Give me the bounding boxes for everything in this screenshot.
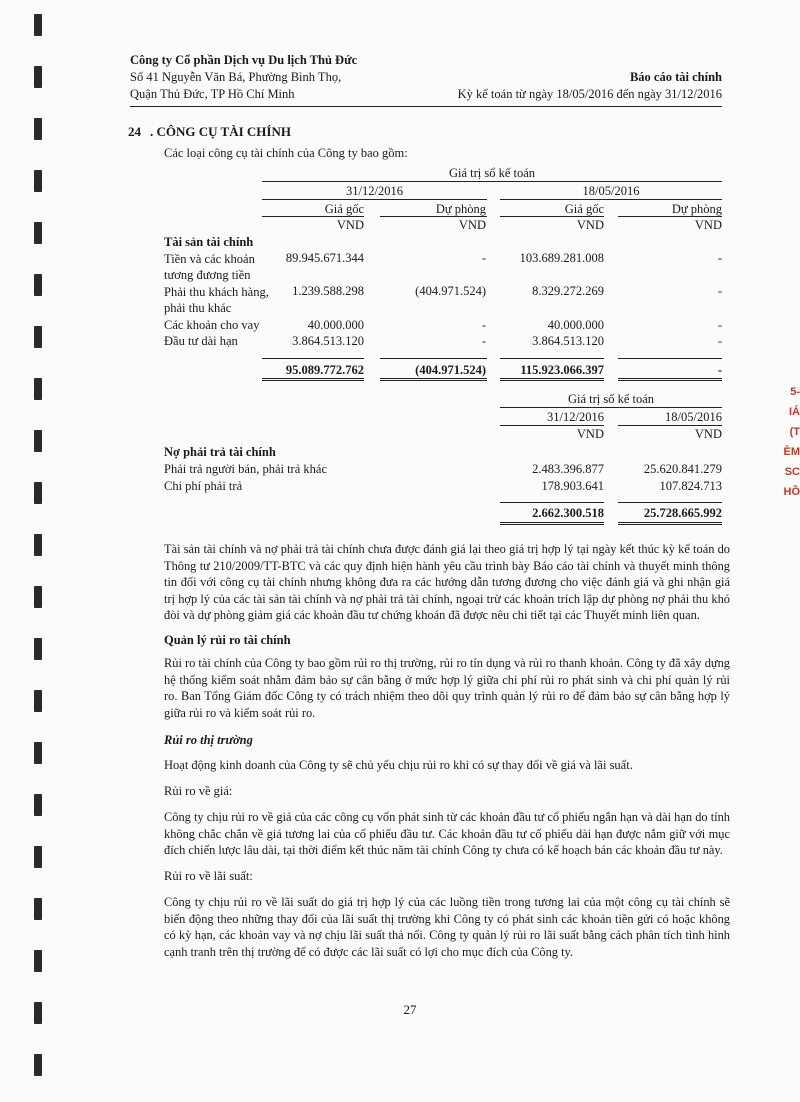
- rule: [618, 216, 722, 217]
- company-name: Công ty Cổ phần Dịch vụ Du lịch Thủ Đức: [130, 53, 358, 67]
- binding-strip: [0, 0, 30, 1102]
- section-number: 24: [128, 124, 141, 139]
- assets-group-header: Giá trị sổ kế toán: [448, 166, 536, 180]
- currency-label: VND: [576, 218, 604, 232]
- binding-hole: [34, 742, 42, 764]
- assets-section-label: Tài sản tài chính: [164, 235, 254, 249]
- asset-provision-2: -: [717, 318, 722, 332]
- paragraph-fair-value: Tài sản tài chính và nợ phải trả tài chính chưa được đánh giá lại theo giá trị hợp lý tại ngày kết thúc kỳ kế toán do Thông tư 210/2009/TT-BTC và các quy định hiện hành yêu cầu trình bày Báo cáo tài chính và thuyết minh thông tin đối với công cụ tài chính nhưng không đưa ra các hướng dẫn tương đương cho việc đánh giá và ghi nhận giá trị hợp lý của các tài sản tài chính và nợ phải trả tài chính, ngoại trừ các khoản trích lập dự phòng nợ phải thu khó đòi và dự phòng giảm giá các khoản đầu tư chứng khoán đã được nêu chi tiết tại các Thuyết minh liên quan.: [164, 542, 730, 622]
- heading-price-risk: Rủi ro về giá:: [164, 784, 233, 798]
- section-title: . CÔNG CỤ TÀI CHÍNH: [150, 124, 291, 139]
- binding-hole: [34, 1054, 42, 1076]
- paragraph-price-risk: Công ty chịu rủi ro về giá của các công cụ vốn phát sinh từ các khoản đầu tư cổ phiếu ngắn hạn và dài hạn do tính không chắc chắn về giá tương lai của cổ phiếu đầu tư. Các khoản đầu tư cổ phiếu dài hạn được nắm giữ với mục đích chiến lược lâu dài, tại thời điểm kết thúc năm tài chính Công ty chưa có kế hoạch bán các khoản đầu tư này.: [164, 810, 730, 857]
- asset-provision-2: -: [717, 251, 722, 265]
- binding-hole: [34, 1002, 42, 1024]
- rule: [500, 502, 604, 503]
- assets-period-2: 18/05/2016: [582, 184, 640, 198]
- rule: [380, 216, 487, 217]
- asset-total-cost-1: 95.089.772.762: [285, 363, 364, 377]
- liabilities-period-2: 18/05/2016: [665, 410, 722, 424]
- currency-label: VND: [336, 218, 364, 232]
- asset-cost-1: 40.000.000: [307, 318, 364, 332]
- rule: [380, 358, 487, 359]
- col-provision-2: Dự phòng: [671, 202, 722, 216]
- asset-cost-1: 89.945.671.344: [285, 251, 364, 265]
- rule: [500, 425, 604, 426]
- page-number: 27: [403, 1002, 417, 1017]
- asset-provision-1: -: [481, 318, 486, 332]
- double-rule: [380, 378, 487, 381]
- asset-total-provision-2: -: [717, 363, 722, 377]
- asset-cost-1: 1.239.588.298: [292, 284, 364, 298]
- rule: [262, 358, 364, 359]
- double-rule: [500, 378, 604, 381]
- double-rule: [618, 378, 722, 381]
- liabilities-period-1: 31/12/2016: [547, 410, 604, 424]
- paragraph-interest-risk: Công ty chịu rủi ro về lãi suất do giá trị hợp lý của các luồng tiền trong tương lai của một công cụ tài chính sẽ biến động theo những thay đổi của lãi suất thị trường khi Công ty có phát sinh các khoản tiền gửi có hoặc không có kỳ hạn, các khoản vay và nợ chịu lãi suất thả nổi. Công ty quản lý rủi ro lãi suất bằng cách phân tích tình hình cạnh tranh trên thị trường để có được các lãi suất có lợi cho mục đích của Công ty.: [164, 895, 730, 959]
- asset-provision-1: -: [481, 251, 486, 265]
- double-rule: [500, 522, 604, 525]
- rule: [500, 358, 604, 359]
- binding-hole: [34, 638, 42, 660]
- rule: [500, 216, 604, 217]
- section-intro: Các loại công cụ tài chính của Công ty bao gồm:: [164, 146, 408, 160]
- binding-hole: [34, 118, 42, 140]
- asset-cost-2: 3.864.513.120: [532, 334, 604, 348]
- currency-label: VND: [576, 427, 604, 441]
- binding-hole: [34, 950, 42, 972]
- header-rule: [130, 106, 722, 107]
- report-period: Kỳ kế toán từ ngày 18/05/2016 đến ngày 31/12/2016: [457, 87, 722, 101]
- binding-hole: [34, 898, 42, 920]
- binding-hole: [34, 326, 42, 348]
- liability-value-1: 2.483.396.877: [532, 462, 604, 476]
- currency-label: VND: [694, 427, 722, 441]
- rule: [618, 358, 722, 359]
- liability-value-1: 178.903.641: [541, 479, 604, 493]
- heading-financial-risk: Quản lý rủi ro tài chính: [164, 633, 291, 647]
- binding-hole: [34, 690, 42, 712]
- rule: [262, 216, 364, 217]
- binding-hole: [34, 66, 42, 88]
- binding-hole: [34, 534, 42, 556]
- liability-value-2: 25.620.841.279: [643, 462, 722, 476]
- company-address-line2: Quận Thủ Đức, TP Hồ Chí Minh: [130, 87, 295, 101]
- asset-cost-1: 3.864.513.120: [292, 334, 364, 348]
- asset-provision-2: -: [717, 334, 722, 348]
- liability-row-label: Phải trả người bán, phải trả khác: [164, 462, 327, 476]
- rule: [500, 407, 722, 408]
- heading-interest-risk: Rủi ro về lãi suất:: [164, 869, 253, 883]
- col-cost-1: Giá gốc: [324, 202, 364, 216]
- binding-hole: [34, 430, 42, 452]
- liability-total-1: 2.662.300.518: [532, 506, 604, 520]
- asset-cost-2: 40.000.000: [547, 318, 604, 332]
- asset-provision-2: -: [717, 284, 722, 298]
- asset-provision-1: -: [481, 334, 486, 348]
- binding-hole: [34, 794, 42, 816]
- col-cost-2: Giá gốc: [564, 202, 604, 216]
- currency-label: VND: [694, 218, 722, 232]
- double-rule: [618, 522, 722, 525]
- asset-provision-1: (404.971.524): [415, 284, 486, 298]
- rule: [618, 502, 722, 503]
- binding-hole: [34, 482, 42, 504]
- rule: [262, 181, 722, 182]
- binding-hole: [34, 274, 42, 296]
- liability-row-label: Chi phí phải trả: [164, 479, 243, 493]
- asset-row-label: Các khoản cho vay: [164, 318, 260, 332]
- asset-row-label: Đầu tư dài hạn: [164, 334, 238, 348]
- company-address-line1: Số 41 Nguyễn Văn Bá, Phường Bình Thọ,: [130, 70, 342, 84]
- asset-total-provision-1: (404.971.524): [415, 363, 486, 377]
- liabilities-group-header: Giá trị sổ kế toán: [567, 392, 655, 406]
- company-stamp-fragment: 5- IÁ (T ÈM SC HỒ: [783, 386, 800, 498]
- binding-hole: [34, 846, 42, 868]
- binding-hole: [34, 170, 42, 192]
- binding-hole: [34, 378, 42, 400]
- binding-hole: [34, 222, 42, 244]
- report-title: Báo cáo tài chính: [629, 70, 722, 84]
- binding-hole: [34, 586, 42, 608]
- asset-row-label: Phải thu khách hàng, phải thu khác: [164, 285, 269, 315]
- asset-total-cost-2: 115.923.066.397: [520, 363, 604, 377]
- assets-period-1: 31/12/2016: [346, 184, 403, 198]
- heading-market-risk: Rủi ro thị trường: [164, 733, 253, 747]
- currency-label: VND: [458, 218, 486, 232]
- rule: [500, 199, 722, 200]
- liability-total-2: 25.728.665.992: [643, 506, 722, 520]
- paragraph-market-risk: Hoạt động kinh doanh của Công ty sẽ chủ yếu chịu rủi ro khi có sự thay đổi về giá và lãi suất.: [164, 758, 633, 772]
- liability-value-2: 107.824.713: [659, 479, 722, 493]
- col-provision-1: Dự phòng: [435, 202, 486, 216]
- asset-cost-2: 103.689.281.008: [519, 251, 604, 265]
- liabilities-section-label: Nợ phải trả tài chính: [164, 445, 276, 459]
- double-rule: [262, 378, 364, 381]
- binding-hole: [34, 14, 42, 36]
- asset-row-label: Tiền và các khoản tương đương tiền: [164, 252, 255, 282]
- rule: [262, 199, 487, 200]
- rule: [618, 425, 722, 426]
- asset-cost-2: 8.329.272.269: [532, 284, 604, 298]
- paragraph-financial-risk: Rủi ro tài chính của Công ty bao gồm rủi ro thị trường, rủi ro tín dụng và rủi ro thanh khoản. Công ty đã xây dựng hệ thống kiểm soát nhằm đảm bảo sự cân bằng ở mức hợp lý giữa chi phí rủi ro phát sinh và chi phí quản lý rủi ro. Ban Tổng Giám đốc Công ty có trách nhiệm theo dõi quy trình quản lý rủi ro để đảm bảo sự cân bằng hợp lý giữa rủi ro và kiểm soát rủi ro.: [164, 656, 730, 720]
